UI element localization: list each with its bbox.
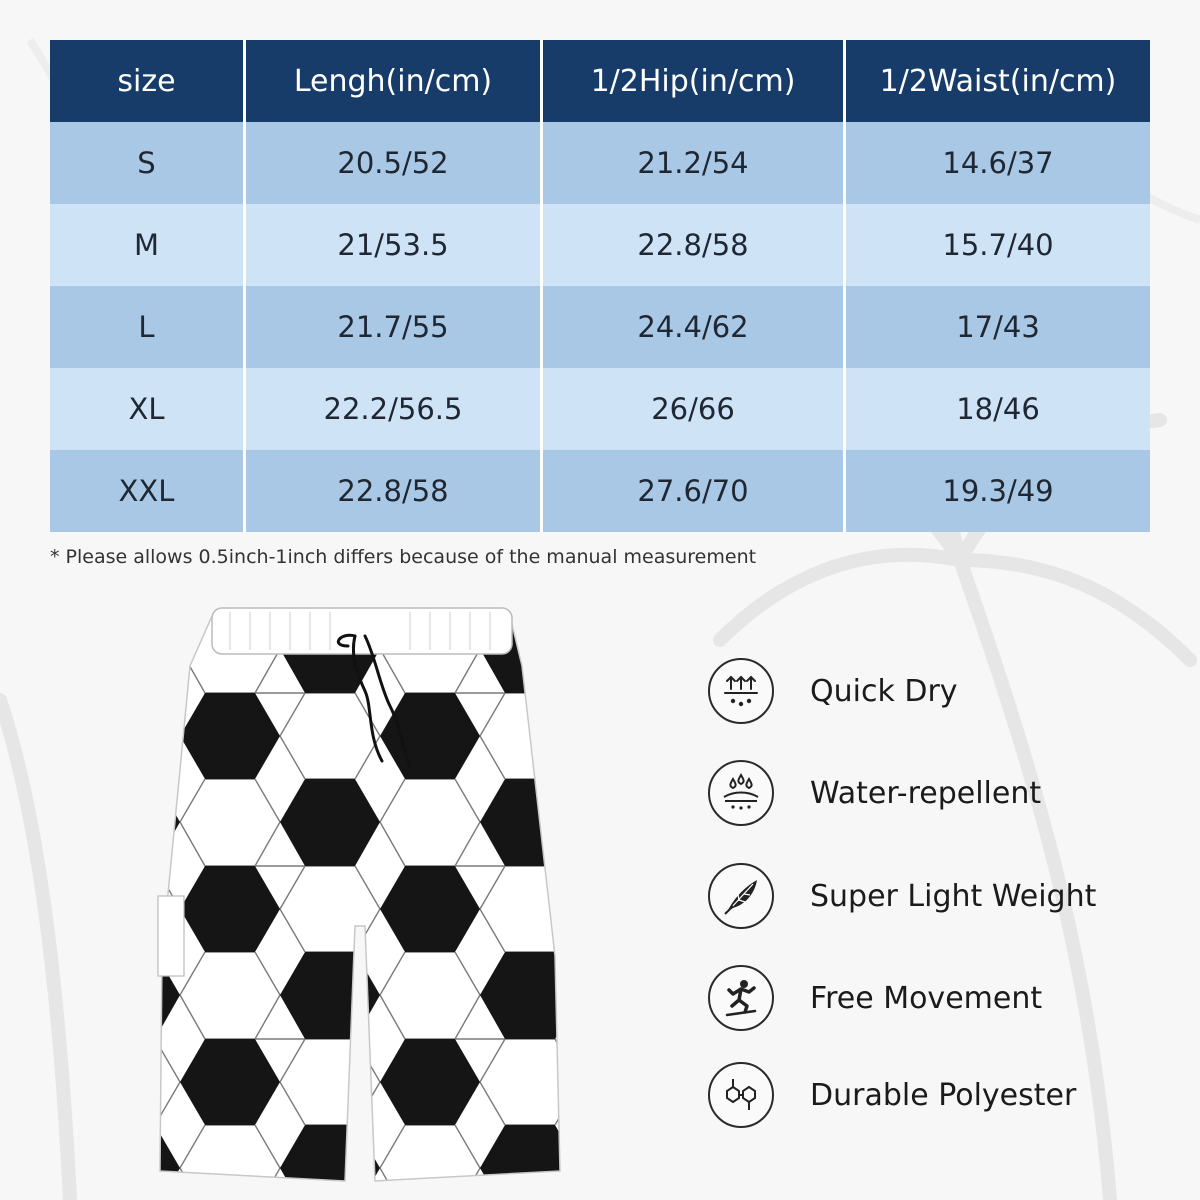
size-cell: L xyxy=(50,286,245,368)
hip-cell: 21.2/54 xyxy=(542,122,845,204)
table-row xyxy=(50,122,1150,204)
waist-cell: 15.7/40 xyxy=(845,204,1151,286)
feature-label: Super Light Weight xyxy=(810,878,1097,914)
feature-label: Quick Dry xyxy=(810,673,958,709)
table-header-row xyxy=(50,40,1150,122)
hip-cell: 27.6/70 xyxy=(542,450,845,532)
feature-label: Water-repellent xyxy=(810,775,1042,811)
length-cell: 22.2/56.5 xyxy=(245,368,542,450)
length-cell: 21/53.5 xyxy=(245,204,542,286)
shorts-product-image xyxy=(150,596,570,1186)
waist-cell: 14.6/37 xyxy=(845,122,1151,204)
hip-cell: 22.8/58 xyxy=(542,204,845,286)
column-header-waist: 1/2Waist(in/cm) xyxy=(845,40,1151,122)
feather-icon xyxy=(708,863,774,929)
molecule-icon xyxy=(708,1062,774,1128)
measurement-note: * Please allows 0.5inch-1inch differs because of the manual measurement xyxy=(50,546,757,568)
table-row xyxy=(50,286,1150,368)
size-cell: XL xyxy=(50,368,245,450)
feature-water-repellent xyxy=(708,756,1041,830)
feature-label: Free Movement xyxy=(810,980,1043,1016)
feature-label: Durable Polyester xyxy=(810,1077,1077,1113)
feature-durable-polyester xyxy=(708,1058,1076,1132)
column-header-hip: 1/2Hip(in/cm) xyxy=(542,40,845,122)
feature-quick-dry xyxy=(708,654,958,728)
waist-cell: 18/46 xyxy=(845,368,1151,450)
table-row xyxy=(50,204,1150,286)
feature-free-movement xyxy=(708,961,1042,1035)
waist-cell: 19.3/49 xyxy=(845,450,1151,532)
hip-cell: 24.4/62 xyxy=(542,286,845,368)
feature-super-light-weight xyxy=(708,859,1096,933)
length-cell: 21.7/55 xyxy=(245,286,542,368)
column-header-size: size xyxy=(50,40,245,122)
size-cell: S xyxy=(50,122,245,204)
hip-cell: 26/66 xyxy=(542,368,845,450)
table-row xyxy=(50,368,1150,450)
length-cell: 22.8/58 xyxy=(245,450,542,532)
water-drops-icon xyxy=(708,760,774,826)
length-cell: 20.5/52 xyxy=(245,122,542,204)
waist-cell: 17/43 xyxy=(845,286,1151,368)
column-header-length: Lengh(in/cm) xyxy=(245,40,542,122)
size-chart-table xyxy=(50,40,1150,532)
skateboarder-icon xyxy=(708,965,774,1031)
table-row xyxy=(50,450,1150,532)
size-cell: XXL xyxy=(50,450,245,532)
size-cell: M xyxy=(50,204,245,286)
quick-dry-icon xyxy=(708,658,774,724)
